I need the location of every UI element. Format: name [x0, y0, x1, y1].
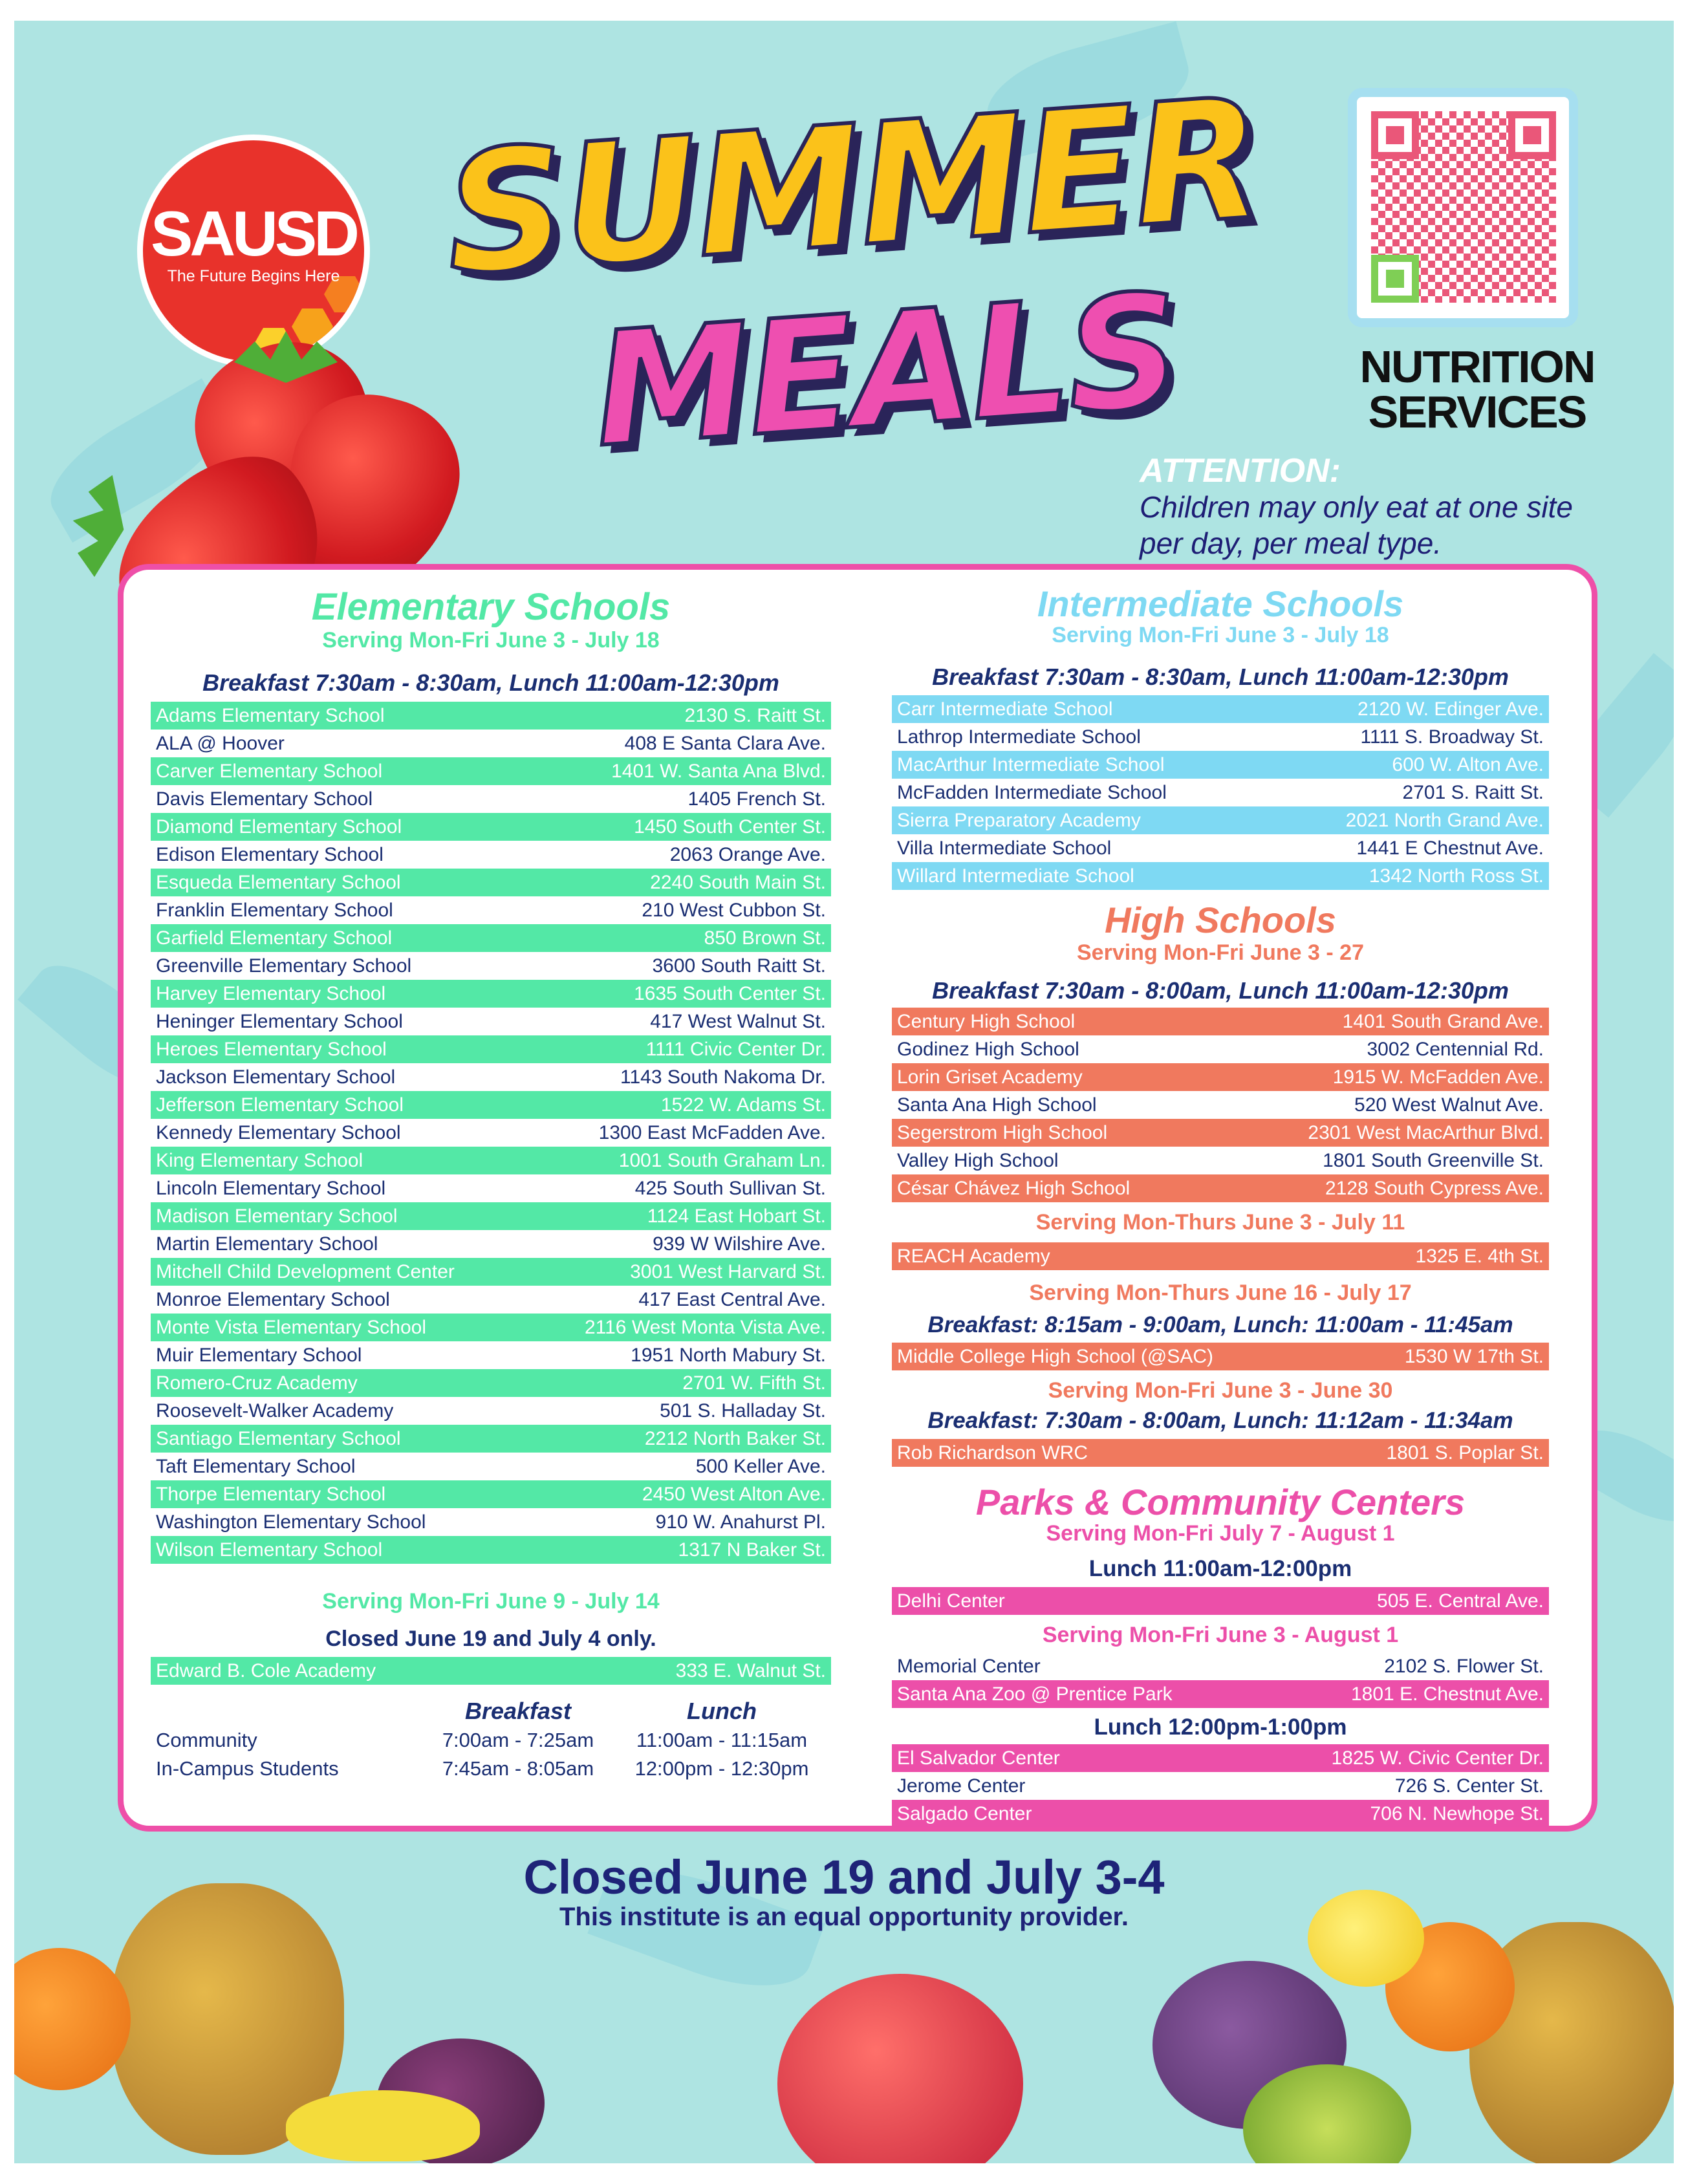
- site-name: Valley High School: [897, 1150, 1059, 1171]
- table-row: [151, 924, 831, 952]
- table-row: [151, 730, 831, 757]
- parks-table-2: [892, 1652, 1549, 1708]
- site-name: Lincoln Elementary School: [156, 1178, 386, 1199]
- site-address: 333 E. Walnut St.: [675, 1660, 826, 1681]
- site-name: Thorpe Elementary School: [156, 1484, 386, 1505]
- site-address: 1951 North Mabury St.: [631, 1345, 826, 1366]
- table-row: [151, 1258, 831, 1286]
- table-row: [892, 1587, 1549, 1615]
- table-row: [892, 695, 1549, 723]
- site-name: Monroe Elementary School: [156, 1289, 390, 1310]
- parks-table-3: [892, 1744, 1549, 1828]
- qr-code[interactable]: [1348, 88, 1578, 327]
- table-row: [892, 1174, 1549, 1202]
- site-address: 2102 S. Flower St.: [1384, 1656, 1544, 1677]
- group-label: Community: [156, 1729, 257, 1751]
- table-row: [892, 1343, 1549, 1370]
- table-row: [892, 1680, 1549, 1708]
- site-address: 2301 West MacArthur Blvd.: [1308, 1122, 1544, 1143]
- site-name: Sierra Preparatory Academy: [897, 810, 1141, 831]
- site-address: 1825 W. Civic Center Dr.: [1331, 1747, 1544, 1769]
- table-row: [151, 1341, 831, 1369]
- site-address: 1801 South Greenville St.: [1323, 1150, 1544, 1171]
- nutrition-line2: SERVICES: [1368, 387, 1586, 437]
- high-section: [892, 899, 1549, 1467]
- site-address: 1450 South Center St.: [634, 816, 826, 838]
- table-row: [892, 1147, 1549, 1174]
- nutrition-line1: NUTRITION: [1359, 341, 1595, 392]
- site-address: 210 West Cubbon St.: [642, 900, 826, 921]
- breakfast-time: 7:45am - 8:05am: [442, 1757, 594, 1780]
- parks-table-1: [892, 1587, 1549, 1615]
- site-address: 706 N. Newhope St.: [1370, 1803, 1544, 1824]
- banana-image: [286, 2090, 480, 2161]
- site-address: 2212 North Baker St.: [644, 1428, 826, 1449]
- site-address: 3002 Centennial Rd.: [1367, 1039, 1544, 1060]
- table-row: [892, 1439, 1549, 1467]
- table-row: [892, 1091, 1549, 1119]
- site-name: Mitchell Child Development Center: [156, 1261, 455, 1282]
- site-address: 1401 W. Santa Ana Blvd.: [611, 761, 826, 782]
- breakfast-header: Breakfast: [464, 1698, 572, 1724]
- reach-serving: Serving Mon-Thurs June 3 - July 11: [1035, 1210, 1405, 1235]
- logo-tagline: The Future Begins Here: [167, 267, 340, 285]
- site-name: Kennedy Elementary School: [156, 1122, 401, 1143]
- site-address: 2021 North Grand Ave.: [1345, 810, 1544, 831]
- site-name: Wilson Elementary School: [156, 1539, 383, 1561]
- lunch-time: 12:00pm - 12:30pm: [634, 1757, 809, 1780]
- site-name: Santa Ana Zoo @ Prentice Park: [897, 1683, 1173, 1705]
- table-row: [151, 1063, 831, 1091]
- breakfast-time: 7:00am - 7:25am: [442, 1729, 594, 1751]
- qr-finder-icon: [1508, 111, 1556, 159]
- table-row: [892, 1800, 1549, 1828]
- flyer: [14, 21, 1674, 2163]
- mchs-serving: Serving Mon-Thurs June 16 - July 17: [1029, 1281, 1412, 1305]
- site-name: Franklin Elementary School: [156, 900, 393, 921]
- apple-image: [777, 1974, 1023, 2163]
- elementary-heading: Elementary Schools: [311, 586, 671, 628]
- high-table: [892, 1008, 1549, 1202]
- table-row: [151, 980, 831, 1008]
- site-name: Villa Intermediate School: [897, 838, 1112, 859]
- equal-opportunity-note: This institute is an equal opportunity provider.: [559, 1903, 1129, 1931]
- intermediate-table: [892, 695, 1549, 890]
- nutrition-services-logo: [1341, 341, 1613, 437]
- site-address: 3001 West Harvard St.: [630, 1261, 826, 1282]
- site-name: Davis Elementary School: [156, 788, 373, 810]
- table-row: [151, 1536, 831, 1564]
- site-name: Segerstrom High School: [897, 1122, 1108, 1143]
- table-row: [892, 779, 1549, 806]
- time-row: [151, 1726, 831, 1755]
- orange-image: [14, 1948, 131, 2090]
- table-row: [151, 1286, 831, 1314]
- logo-name: SAUSD: [150, 198, 357, 269]
- site-address: 2240 South Main St.: [650, 872, 826, 893]
- parks-lunch-1: Lunch 11:00am-12:00pm: [1088, 1556, 1352, 1581]
- elementary-table: [151, 702, 831, 1564]
- site-name: Edison Elementary School: [156, 844, 384, 865]
- site-address: 505 E. Central Ave.: [1377, 1590, 1544, 1612]
- table-row: [151, 1657, 831, 1685]
- site-address: 939 W Wilshire Ave.: [653, 1233, 826, 1255]
- high-serving: Serving Mon-Fri June 3 - 27: [1077, 940, 1364, 965]
- site-name: Roosevelt-Walker Academy: [156, 1400, 394, 1422]
- high-heading: High Schools: [1105, 900, 1336, 940]
- site-address: 1111 S. Broadway St.: [1360, 726, 1544, 748]
- attention-label: ATTENTION:: [1140, 452, 1341, 490]
- table-row: [892, 723, 1549, 751]
- table-row: [151, 896, 831, 924]
- elementary-serving-2: Serving Mon-Fri June 9 - July 14: [322, 1589, 660, 1614]
- site-address: 1401 South Grand Ave.: [1342, 1011, 1544, 1032]
- site-name: Adams Elementary School: [156, 705, 385, 726]
- table-row: [151, 785, 831, 813]
- site-name: Santa Ana High School: [897, 1094, 1097, 1116]
- site-name: Muir Elementary School: [156, 1345, 362, 1366]
- site-address: 1801 S. Poplar St.: [1386, 1442, 1544, 1464]
- title-summer: SUMMER: [439, 61, 1266, 312]
- table-row: [892, 1242, 1549, 1270]
- schedule-card: [118, 564, 1597, 1832]
- parks-heading: Parks & Community Centers: [975, 1482, 1466, 1522]
- time-row: [151, 1755, 831, 1783]
- table-row: [151, 1174, 831, 1202]
- elementary-hours: Breakfast 7:30am - 8:30am, Lunch 11:00am-12:30pm: [202, 669, 779, 696]
- site-address: 1915 W. McFadden Ave.: [1332, 1066, 1544, 1088]
- site-address: 1530 W 17th St.: [1404, 1346, 1544, 1367]
- site-address: 1325 E. 4th St.: [1415, 1246, 1544, 1267]
- table-row: [151, 1453, 831, 1480]
- table-row: [151, 1091, 831, 1119]
- table-row: [151, 1480, 831, 1508]
- site-address: 1124 East Hobart St.: [647, 1206, 826, 1227]
- table-row: [151, 1508, 831, 1536]
- intermediate-serving: Serving Mon-Fri June 3 - July 18: [1052, 623, 1389, 647]
- site-address: 3600 South Raitt St.: [652, 955, 826, 977]
- site-address: 726 S. Center St.: [1394, 1775, 1544, 1797]
- table-row: [151, 1202, 831, 1230]
- site-name: Jerome Center: [897, 1775, 1026, 1797]
- site-name: Santiago Elementary School: [156, 1428, 401, 1449]
- site-name: Harvey Elementary School: [156, 983, 386, 1004]
- site-name: César Chávez High School: [897, 1178, 1131, 1199]
- site-name: Rob Richardson WRC: [897, 1442, 1088, 1464]
- table-row: [151, 952, 831, 980]
- site-address: 850 Brown St.: [704, 927, 826, 949]
- site-name: Jackson Elementary School: [156, 1066, 396, 1088]
- lunch-header: Lunch: [687, 1698, 757, 1724]
- mchs-hours: Breakfast: 8:15am - 9:00am, Lunch: 11:00am - 11:45am: [927, 1312, 1513, 1337]
- site-address: 1317 N Baker St.: [678, 1539, 826, 1561]
- site-address: 2116 West Monta Vista Ave.: [584, 1317, 826, 1338]
- qr-finder-icon: [1371, 111, 1419, 159]
- table-row: [892, 806, 1549, 834]
- site-address: 1801 E. Chestnut Ave.: [1351, 1683, 1544, 1705]
- table-row: [151, 841, 831, 869]
- site-address: 1143 South Nakoma Dr.: [620, 1066, 826, 1088]
- site-name: Washington Elementary School: [156, 1511, 426, 1533]
- table-row: [892, 1744, 1549, 1772]
- site-name: Romero-Cruz Academy: [156, 1372, 358, 1394]
- site-name: Godinez High School: [897, 1039, 1079, 1060]
- high-hours: Breakfast 7:30am - 8:00am, Lunch 11:00am-12:30pm: [932, 977, 1509, 1004]
- site-name: Martin Elementary School: [156, 1233, 378, 1255]
- wrc-serving: Serving Mon-Fri June 3 - June 30: [1048, 1378, 1393, 1403]
- table-row: [892, 834, 1549, 862]
- parks-section: [892, 1481, 1549, 1828]
- parks-serving-2: Serving Mon-Fri June 3 - August 1: [1042, 1623, 1399, 1647]
- site-name: Taft Elementary School: [156, 1456, 356, 1477]
- table-row: [892, 1652, 1549, 1680]
- site-name: MacArthur Intermediate School: [897, 754, 1165, 775]
- table-row: [151, 1425, 831, 1453]
- site-address: 425 South Sullivan St.: [634, 1178, 826, 1199]
- site-address: 417 West Walnut St.: [650, 1011, 826, 1032]
- site-name: Monte Vista Elementary School: [156, 1317, 426, 1338]
- site-address: 417 East Central Ave.: [638, 1289, 826, 1310]
- site-address: 2701 S. Raitt St.: [1402, 782, 1544, 803]
- closed-note: Closed June 19 and July 4 only.: [325, 1627, 656, 1651]
- site-address: 1001 South Graham Ln.: [618, 1150, 826, 1171]
- site-name: Edward B. Cole Academy: [156, 1660, 376, 1681]
- site-name: McFadden Intermediate School: [897, 782, 1167, 803]
- site-address: 408 E Santa Clara Ave.: [624, 733, 826, 754]
- wrc-hours: Breakfast: 7:30am - 8:00am, Lunch: 11:12am - 11:34am: [927, 1408, 1513, 1433]
- table-row: [151, 1230, 831, 1258]
- site-name: Madison Elementary School: [156, 1206, 398, 1227]
- table-row: [151, 1147, 831, 1174]
- time-table: [151, 1696, 831, 1783]
- site-name: Carver Elementary School: [156, 761, 383, 782]
- site-address: 2130 S. Raitt St.: [684, 705, 826, 726]
- table-row: [151, 702, 831, 730]
- site-address: 1300 East McFadden Ave.: [598, 1122, 826, 1143]
- site-name: Heroes Elementary School: [156, 1039, 387, 1060]
- site-address: 600 W. Alton Ave.: [1392, 754, 1544, 775]
- intermediate-hours: Breakfast 7:30am - 8:30am, Lunch 11:00am-12:30pm: [932, 664, 1509, 690]
- table-row: [151, 1369, 831, 1397]
- elementary-serving: Serving Mon-Fri June 3 - July 18: [322, 628, 660, 653]
- site-address: 1522 W. Adams St.: [660, 1094, 826, 1116]
- site-address: 910 W. Anahurst Pl.: [655, 1511, 826, 1533]
- sausd-logo: [137, 135, 370, 367]
- site-name: Salgado Center: [897, 1803, 1032, 1824]
- site-address: 520 West Walnut Ave.: [1354, 1094, 1544, 1116]
- site-name: Middle College High School (@SAC): [897, 1346, 1213, 1367]
- site-name: Diamond Elementary School: [156, 816, 402, 838]
- site-address: 2120 W. Edinger Ave.: [1358, 698, 1544, 720]
- qr-finder-icon: [1371, 255, 1419, 303]
- table-row: [892, 1008, 1549, 1035]
- site-address: 1635 South Center St.: [634, 983, 826, 1004]
- table-row: [151, 813, 831, 841]
- site-address: 2128 South Cypress Ave.: [1325, 1178, 1544, 1199]
- site-address: 1342 North Ross St.: [1369, 865, 1544, 887]
- table-row: [151, 1397, 831, 1425]
- right-column: [892, 583, 1549, 1828]
- site-name: ALA @ Hoover: [156, 733, 285, 754]
- site-address: 1405 French St.: [687, 788, 826, 810]
- elementary-section: [151, 585, 831, 1783]
- site-address: 501 S. Halladay St.: [660, 1400, 826, 1422]
- group-label: In-Campus Students: [156, 1757, 339, 1780]
- table-row: [151, 1119, 831, 1147]
- site-name: Century High School: [897, 1011, 1076, 1032]
- intermediate-section: [892, 583, 1549, 890]
- table-row: [151, 1008, 831, 1035]
- table-row: [892, 1035, 1549, 1063]
- site-name: El Salvador Center: [897, 1747, 1060, 1769]
- site-address: 1441 E Chestnut Ave.: [1356, 838, 1544, 859]
- parks-lunch-2: Lunch 12:00pm-1:00pm: [1094, 1714, 1347, 1740]
- site-name: Memorial Center: [897, 1656, 1041, 1677]
- site-name: Willard Intermediate School: [897, 865, 1134, 887]
- site-name: Delhi Center: [897, 1590, 1005, 1612]
- table-row: [151, 869, 831, 896]
- site-name: REACH Academy: [897, 1246, 1050, 1267]
- site-name: King Elementary School: [156, 1150, 363, 1171]
- site-address: 500 Keller Ave.: [695, 1456, 826, 1477]
- site-name: Heninger Elementary School: [156, 1011, 403, 1032]
- title-meals: MEALS: [589, 259, 1184, 482]
- table-row: [151, 1035, 831, 1063]
- site-name: Lorin Griset Academy: [897, 1066, 1083, 1088]
- lunch-time: 11:00am - 11:15am: [636, 1729, 808, 1751]
- site-name: Carr Intermediate School: [897, 698, 1113, 720]
- site-name: Garfield Elementary School: [156, 927, 393, 949]
- parks-serving-1: Serving Mon-Fri July 7 - August 1: [1046, 1521, 1395, 1546]
- site-address: 2450 West Alton Ave.: [642, 1484, 826, 1505]
- site-name: Esqueda Elementary School: [156, 872, 401, 893]
- site-name: Greenville Elementary School: [156, 955, 412, 977]
- attention-text: Children may only eat at one site per day, per meal type.: [1140, 490, 1573, 560]
- site-name: Lathrop Intermediate School: [897, 726, 1141, 748]
- table-row: [892, 862, 1549, 890]
- site-name: Jefferson Elementary School: [156, 1094, 404, 1116]
- table-row: [892, 1772, 1549, 1800]
- site-address: 2063 Orange Ave.: [669, 844, 826, 865]
- site-address: 1111 Civic Center Dr.: [645, 1039, 826, 1060]
- closed-dates: Closed June 19 and July 3-4: [523, 1850, 1165, 1904]
- table-row: [892, 1119, 1549, 1147]
- table-row: [892, 1063, 1549, 1091]
- table-row: [892, 751, 1549, 779]
- table-row: [151, 1314, 831, 1341]
- site-address: 2701 W. Fifth St.: [682, 1372, 826, 1394]
- intermediate-heading: Intermediate Schools: [1037, 583, 1404, 624]
- table-row: [151, 757, 831, 785]
